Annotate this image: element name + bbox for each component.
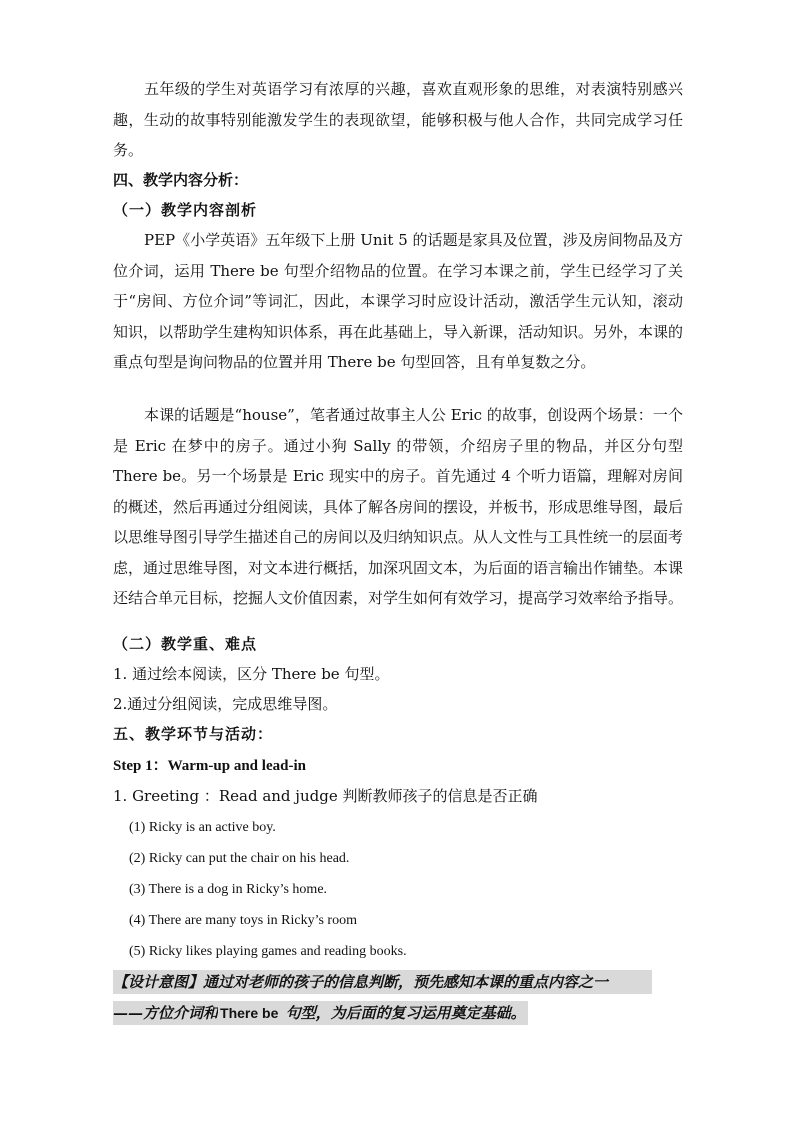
design-note-text-c: 句型，为后面的复习运用奠定基础。 [285,1004,526,1022]
step-1-heading: Step 1：Warm-up and lead-in [113,758,306,774]
story-paragraph: 本课的话题是“house”，笔者通过故事主人公 Eric 的故事，创设两个场景：一个是 Eric 在梦中的房子。通过小狗 Sally 的带领，介绍房子里的物品，并区分句型 There be。另一个场景是 Eric 现实中的房子。首先通过 4 个听力语篇，理解对房间的概述，然后再通过分组阅读，具体了解各房间的摆设，并板书，形成思维导图，最后以思维导图引导学生描述自己的房间以及归纳知识点。从人文性与工具性统一的层面考虑，通过思维导图，对文本进行概括，加深巩固文本，为后面的语言输出作铺垫。本课还结合单元目标，挖掘人文价值因素，对学生如何有效学习，提高学习效率给予指导。 [113,406,684,607]
design-note-text: 【设计意图】通过对老师的孩子的信息判断，预先感知本课的重点内容之一 [113,973,609,991]
section-4-sub2-heading: （二）教学重、难点 [113,635,258,653]
design-note-line-2 [113,1001,528,1025]
key-point-1: 1. 通过绘本阅读，区分 There be 句型。 [113,665,390,683]
list-item: (1) Ricky is an active boy. [129,820,276,835]
section-4-heading: 四、教学内容分析： [113,171,249,189]
key-point-2: 2.通过分组阅读，完成思维导图。 [113,695,338,713]
design-note-line-1 [113,970,652,994]
list-item: (4) There are many toys in Ricky’s room [129,913,357,928]
content-analysis-paragraph: PEP《小学英语》五年级下上册 Unit 5 的话题是家具及位置，涉及房间物品及方位介词，运用 There be 句型介绍物品的位置。在学习本课之前，学生已经学习了关于“房间、方位介词”等词汇，因此，本课学习时应设计活动，激活学生元认知，滚动知识，以帮助学生建构知识体系，再在此基础上，导入新课，活动知识。另外，本课的重点句型是询问物品的位置并用 There be 句型回答，且有单复数之分。 [113,231,684,371]
greeting-line: 1. Greeting ：Read and judge 判断教师孩子的信息是否正确 [113,787,538,805]
list-item: (2) Ricky can put the chair on his head. [129,851,350,866]
design-note-there-be: There be [220,1005,279,1021]
design-note-text-a: ——方位介词和 [113,1004,219,1022]
section-4-sub1-heading: （一）教学内容剖析 [113,201,258,219]
intro-paragraph: 五年级的学生对英语学习有浓厚的兴趣，喜欢直观形象的思维，对表演特别感兴趣，生动的故事特别能激发学生的表现欲望，能够积极与他人合作，共同完成学习任务。 [113,80,683,159]
section-5-heading: 五、教学环节与活动： [113,725,274,743]
list-item: (3) There is a dog in Ricky’s home. [129,882,328,897]
list-item: (5) Ricky likes playing games and reading books. [129,944,407,959]
